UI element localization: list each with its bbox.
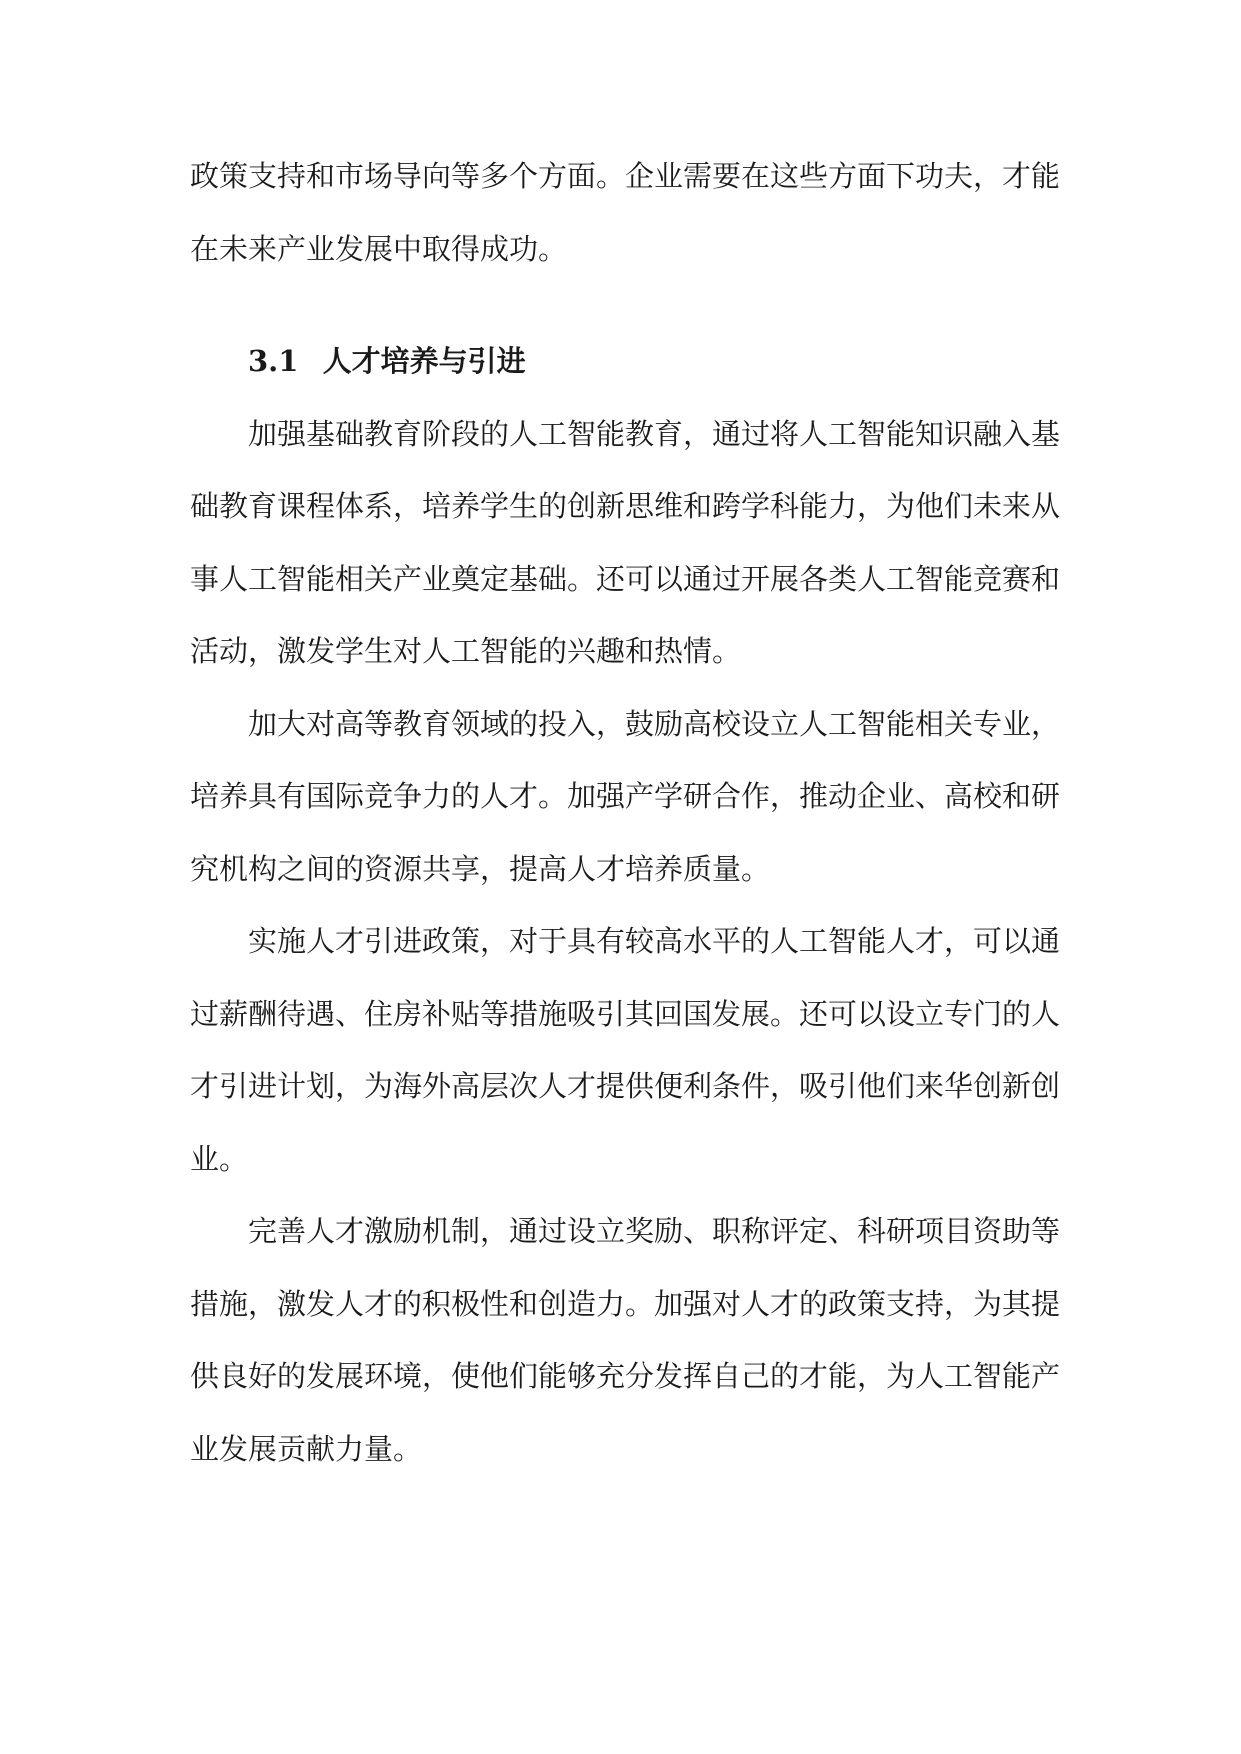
section-number: 3.1 bbox=[248, 344, 299, 378]
text-line: 实施人才引进政策，对于具有较高水平的人工智能人才，可以通 bbox=[248, 924, 1061, 958]
text-line: 础教育课程体系，培养学生的创新思维和跨学科能力，为他们未来从 bbox=[190, 489, 1061, 523]
text-line: 事人工智能相关产业奠定基础。还可以通过开展各类人工智能竞赛和 bbox=[190, 561, 1061, 596]
paragraph bbox=[190, 398, 1061, 688]
text-line: 措施，激发人才的积极性和创造力。加强对人才的政策支持，为其提 bbox=[190, 1286, 1061, 1321]
text-line: 供良好的发展环境，使他们能够充分发挥自己的才能，为人工智能产 bbox=[190, 1359, 1061, 1393]
text-line: 加强基础教育阶段的人工智能教育，通过将人工智能知识融入基 bbox=[248, 416, 1061, 451]
intro-paragraph bbox=[190, 140, 1061, 285]
section-heading bbox=[190, 325, 1052, 398]
spacer bbox=[190, 285, 1052, 325]
text-line: 业。 bbox=[190, 1141, 249, 1176]
paragraph bbox=[190, 688, 1061, 906]
text-line: 在未来产业发展中取得成功。 bbox=[190, 231, 568, 266]
text-line: 业发展贡献力量。 bbox=[190, 1431, 423, 1466]
text-line: 培养具有国际竞争力的人才。加强产学研合作，推动企业、高校和研 bbox=[190, 779, 1061, 813]
text-line: 完善人才激励机制，通过设立奖励、职称评定、科研项目资助等 bbox=[248, 1214, 1061, 1248]
section-title: 人才培养与引进 bbox=[322, 344, 526, 378]
text-line: 加大对高等教育领域的投入，鼓励高校设立人工智能相关专业， bbox=[248, 706, 1061, 741]
text-line: 政策支持和市场导向等多个方面。企业需要在这些方面下功夫，才能 bbox=[190, 159, 1061, 193]
document-body bbox=[190, 140, 1061, 1485]
paragraph bbox=[190, 1195, 1061, 1485]
paragraph bbox=[190, 905, 1061, 1195]
text-line: 过薪酬待遇、住房补贴等措施吸引其回国发展。还可以设立专门的人 bbox=[190, 996, 1061, 1031]
text-line: 究机构之间的资源共享，提高人才培养质量。 bbox=[190, 851, 771, 886]
text-line: 活动，激发学生对人工智能的兴趣和热情。 bbox=[190, 634, 742, 668]
text-line: 才引进计划，为海外高层次人才提供便利条件，吸引他们来华创新创 bbox=[190, 1069, 1061, 1103]
